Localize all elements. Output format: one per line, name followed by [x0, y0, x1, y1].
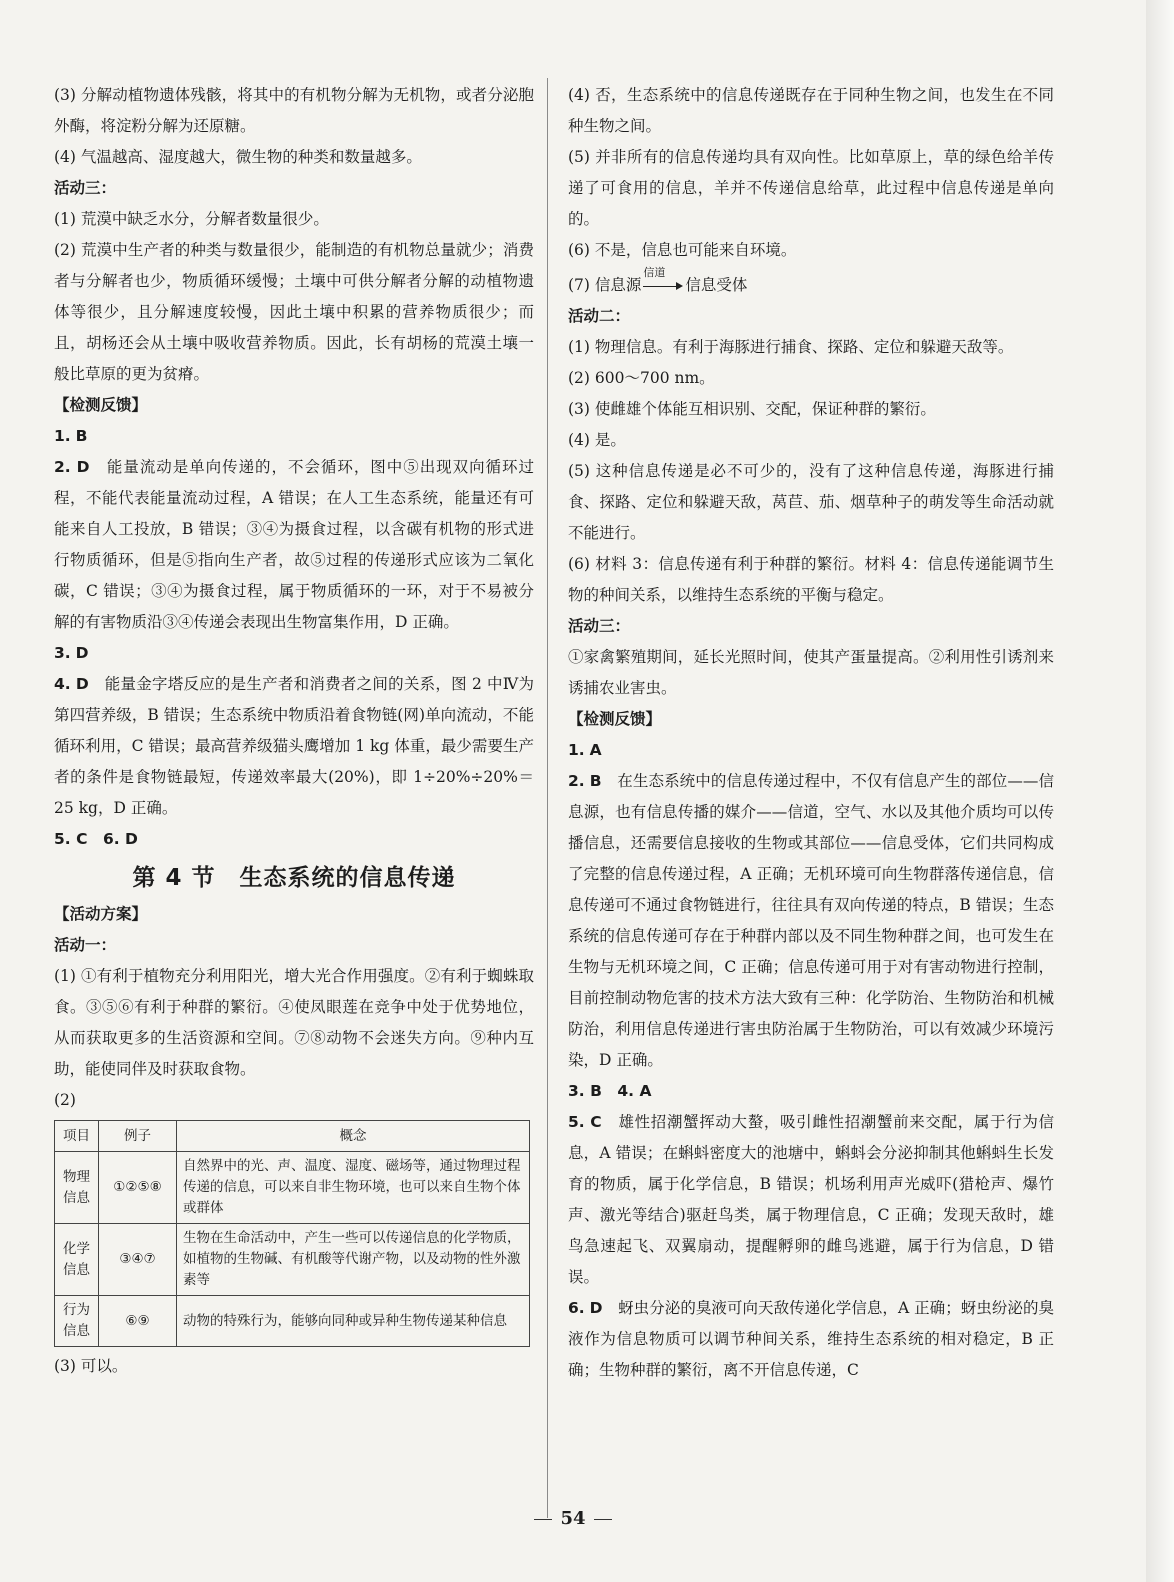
right-column [568, 80, 1054, 1386]
arrow-right-icon [643, 266, 683, 293]
answer-letter: A [589, 741, 602, 759]
feedback-heading: 【检测反馈】 [54, 396, 148, 414]
answer-letter: D [76, 458, 90, 476]
table-cell-item: 化学信息 [55, 1224, 99, 1296]
table-header: 例子 [99, 1121, 177, 1152]
question-number: 2. [54, 458, 71, 476]
answer-letter: B [75, 427, 88, 445]
text-paragraph: (4) 是。 [568, 431, 626, 449]
answer-item [568, 1293, 1054, 1386]
channel-label: 信道 [643, 266, 666, 279]
answer-item [568, 735, 1054, 766]
text-paragraph: (3) 分解动植物遗体残骸，将其中的有机物分解为无机物，或者分泌胞外酶，将淀粉分解为还原糖。 [54, 86, 534, 135]
activity-heading: 活动二： [568, 307, 631, 325]
answer-letter: D [75, 675, 89, 693]
text-paragraph: (6) 材料 3：信息传递有利于种群的繁衍。材料 4：信息传递能调节生物的种间关系，以维持生态系统的平衡与稳定。 [568, 555, 1054, 604]
table-row [55, 1224, 530, 1296]
text-paragraph: (4) 气温越高、湿度越大，微生物的种类和数量越多。 [54, 148, 422, 166]
question-number: 1. [568, 741, 585, 759]
page-edge-shadow [1146, 0, 1174, 1582]
page-number-value: 54 [560, 1508, 586, 1529]
answer-explanation: 在生态系统中的信息传递过程中，不仅有信息产生的部位——信息源，也有信息传播的媒介——信道，空气、水以及其他介质均可以传播信息，还需要信息接收的生物或其部位——信息受体，它们共同构成了完整的信息传递过程，A 正确；无机环境可向生物群落传递信息，信息传递可不通过食物链进行，往往具有双向传递的特点，B 错误；生态系统的信息传递可存在于种群内部以及不同生物种群之间，也可发生在生物与无机环境之间，C 正确；信息传递可用于对有害动物进行控制，目前控制动物危害的技术方法大致有三种：化学防治、生物防治和机械防治，利用信息传递进行害虫防治属于生物防治，可以有效减少环境污染，D 正确。 [568, 772, 1054, 1069]
text-paragraph: ①家禽繁殖期间，延长光照时间，使其产蛋量提高。②利用性引诱剂来诱捕农业害虫。 [568, 648, 1054, 697]
activity-heading: 活动三： [568, 617, 631, 635]
answer-item [568, 1107, 1054, 1293]
table-row [55, 1296, 530, 1347]
answer-explanation: 能量流动是单向传递的，不会循环，图中⑤出现双向循环过程，不能代表能量流动过程，A 错误；在人工生态系统，能量还有可能来自人工投放，B 错误；③④为摄食过程，以含碳有机物的形式进行物质循环，但是⑤指向生产者，故⑤过程的传递形式应该为二氧化碳，C 错误；③④为摄食过程，属于物质循环的一环，对于不易被分解的有害物质沿③④传递会表现出生物富集作用，D 正确。 [54, 458, 534, 631]
answer-letter: D [75, 644, 89, 662]
answer-item: 5. C 6. D [54, 830, 138, 848]
answer-letter: C [590, 1113, 602, 1131]
left-column [54, 80, 534, 1382]
text-paragraph: (1) ①有利于植物充分利用阳光，增大光合作用强度。②有利于蜘蛛取食。③⑤⑥有利于种群的繁衍。④使凤眼莲在竞争中处于优势地位，从而获取更多的生活资源和空间。⑦⑧动物不会迷失方向。⑨种内互助，能使同伴及时获取食物。 [54, 967, 534, 1078]
table-cell-concept: 动物的特殊行为，能够向同种或异种生物传递某种信息 [177, 1296, 530, 1347]
text-paragraph: (2) 600～700 nm。 [568, 369, 715, 387]
text-paragraph: (4) 否，生态系统中的信息传递既存在于同种生物之间，也发生在不同种生物之间。 [568, 86, 1054, 135]
answer-item [54, 421, 534, 452]
page-number [0, 1508, 1146, 1529]
answer-explanation: 蚜虫分泌的臭液可向天敌传递化学信息，A 正确；蚜虫纷泌的臭液作为信息物质可以调节种间关系，维持生态系统的相对稳定，B 正确；生物种群的繁衍，离不开信息传递，C [568, 1299, 1054, 1379]
table-cell-example: ⑥⑨ [99, 1296, 177, 1347]
section-title: 第 4 节 生态系统的信息传递 [132, 865, 456, 891]
feedback-heading: 【检测反馈】 [568, 710, 662, 728]
answer-item [54, 452, 534, 638]
table-cell-example: ①②⑤⑧ [99, 1152, 177, 1224]
text-paragraph: (2) [54, 1091, 76, 1109]
answer-explanation: 能量金字塔反应的是生产者和消费者之间的关系，图 2 中Ⅳ为第四营养级，B 错误；生态系统中物质沿着食物链(网)单向流动，不能循环利用，C 错误；最高营养级猫头鹰增加 1 kg 体重，最少需要生产者的条件是食物链最短，传递效率最大(20%)，即 1÷20%÷20%＝25 kg，D 正确。 [54, 675, 534, 817]
info-receiver-label: 信息受体 [685, 276, 748, 294]
answer-item [54, 638, 534, 669]
text-paragraph: (5) 这种信息传递是必不可少的，没有了这种信息传递，海豚进行捕食、探路、定位和躲避天敌，莴苣、茄、烟草种子的萌发等生命活动就不能进行。 [568, 462, 1054, 542]
info-flow-line [568, 266, 1054, 301]
text-paragraph: (6) 不是，信息也可能来自环境。 [568, 241, 797, 259]
information-type-table [54, 1120, 530, 1347]
table-header: 概念 [177, 1121, 530, 1152]
answer-item [54, 669, 534, 824]
question-number: 5. [568, 1113, 585, 1131]
question-number: 6. [568, 1299, 585, 1317]
text-paragraph: (1) 荒漠中缺乏水分，分解者数量很少。 [54, 210, 329, 228]
table-cell-concept: 生物在生命活动中，产生一些可以传递信息的化学物质，如植物的生物碱、有机酸等代谢产物，以及动物的性外激素等 [177, 1224, 530, 1296]
question-number: 2. [568, 772, 585, 790]
answer-item [568, 766, 1054, 1076]
answer-letter: D [589, 1299, 603, 1317]
table-header: 项目 [55, 1121, 99, 1152]
answer-letter: B [589, 772, 602, 790]
activity-heading: 活动三： [54, 179, 117, 197]
plan-heading: 【活动方案】 [54, 905, 148, 923]
answer-item: 3. B 4. A [568, 1082, 652, 1100]
text-paragraph: (2) 荒漠中生产者的种类与数量很少，能制造的有机物总量就少；消费者与分解者也少，物质循环缓慢；土壤中可供分解者分解的动植物遗体等很少，且分解速度较慢，因此土壤中积累的营养物质很少；而且，胡杨还会从土壤中吸收营养物质。因此，长有胡杨的荒漠土壤一般比草原的更为贫瘠。 [54, 241, 534, 383]
table-cell-concept: 自然界中的光、声、温度、湿度、磁场等，通过物理过程传递的信息，可以来自非生物环境，也可以来自生物个体或群体 [177, 1152, 530, 1224]
table-cell-example: ③④⑦ [99, 1224, 177, 1296]
text-paragraph: (3) 使雌雄个体能互相识别、交配，保证种群的繁衍。 [568, 400, 936, 418]
answer-explanation: 雄性招潮蟹挥动大螯，吸引雌性招潮蟹前来交配，属于行为信息，A 错误；在蝌蚪密度大的池塘中，蝌蚪会分泌抑制其他蝌蚪生长发育的物质，属于化学信息，B 错误；机场利用声光威吓(猎枪声、爆竹声、激光等结合)驱赶鸟类，属于物理信息，C 正确；发现天敌时，雄鸟急速起飞、双翼扇动，提醒孵卵的雌鸟逃避，属于行为信息，D 错误。 [568, 1113, 1054, 1286]
question-number: 3. [54, 644, 71, 662]
table-row [55, 1152, 530, 1224]
table-cell-item: 行为信息 [55, 1296, 99, 1347]
activity-heading: 活动一： [54, 936, 117, 954]
table-header-row [55, 1121, 530, 1152]
question-number: 1. [54, 427, 71, 445]
info-source-label: (7) 信息源 [568, 276, 642, 294]
text-paragraph: (3) 可以。 [54, 1357, 128, 1375]
text-paragraph: (5) 并非所有的信息传递均具有双向性。比如草原上，草的绿色给羊传递了可食用的信息，羊并不传递信息给草，此过程中信息传递是单向的。 [568, 148, 1054, 228]
text-paragraph: (1) 物理信息。有利于海豚进行捕食、探路、定位和躲避天敌等。 [568, 338, 1014, 356]
column-divider [547, 78, 548, 1518]
table-cell-item: 物理信息 [55, 1152, 99, 1224]
question-number: 4. [54, 675, 71, 693]
